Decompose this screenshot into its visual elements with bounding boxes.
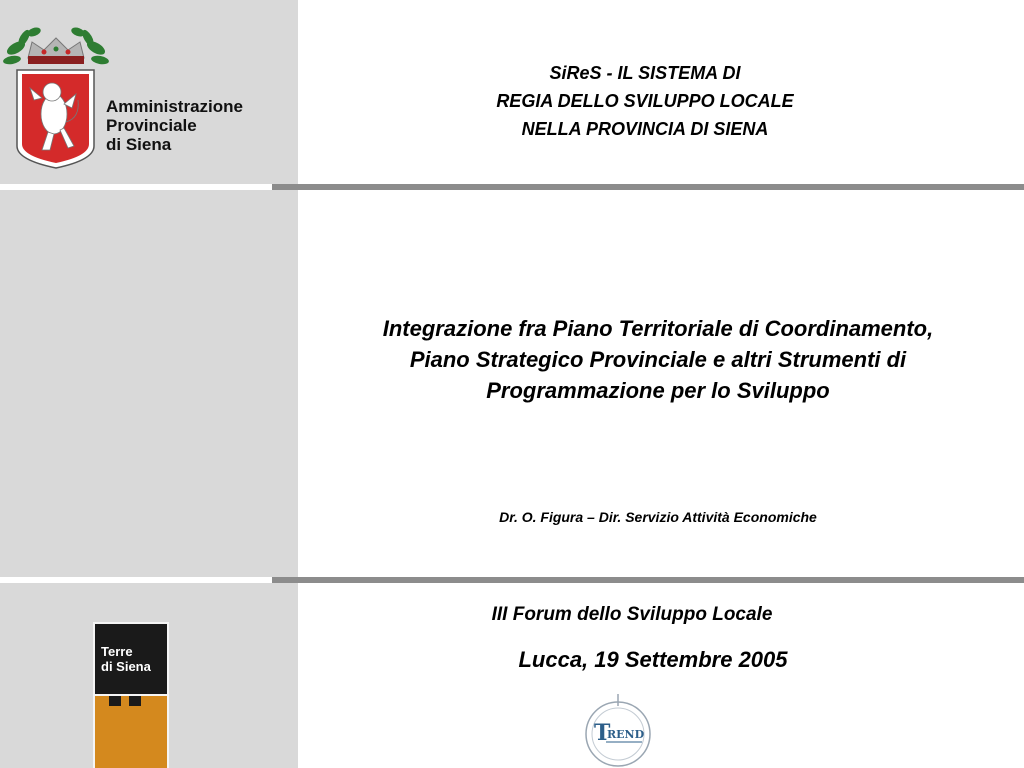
presentation-title-line-3: Programmazione per lo Sviluppo — [486, 378, 830, 403]
terre-di-siena-logo — [93, 622, 169, 768]
header-title-line-1: SiReS - IL SISTEMA DI — [549, 63, 741, 83]
header-title-line-3: NELLA PROVINCIA DI SIENA — [521, 119, 769, 139]
header-rule — [272, 184, 1024, 190]
terre-di-siena-logo-bottom — [93, 696, 169, 768]
left-panel-divider-top — [0, 184, 272, 190]
terre-di-siena-logo-text — [101, 644, 151, 674]
organization-name-line-2: Provinciale — [106, 116, 197, 135]
presentation-title — [298, 313, 1018, 406]
province-crest-icon — [2, 18, 110, 170]
presentation-title-line-2: Piano Strategico Provinciale e altri Strumenti di — [409, 347, 907, 372]
left-panel-divider-bottom — [0, 577, 272, 583]
tower-merlon-icon — [109, 696, 121, 706]
author-line: Dr. O. Figura – Dir. Servizio Attività Economiche — [499, 509, 817, 525]
place-date: Lucca, 19 Settembre 2005 — [518, 647, 788, 672]
footer-rule — [272, 577, 1024, 583]
svg-text:T: T — [594, 720, 611, 746]
forum-name: III Forum dello Sviluppo Locale — [491, 604, 773, 625]
terre-di-siena-logo-line-2: di Siena — [101, 659, 151, 674]
trend-logo-icon — [570, 694, 666, 768]
terre-di-siena-logo-line-1: Terre — [101, 644, 133, 659]
svg-text:REND: REND — [607, 728, 645, 741]
header-title-line-2: REGIA DELLO SVILUPPO LOCALE — [496, 91, 794, 111]
organization-name — [106, 97, 243, 154]
tower-merlon-icon — [129, 696, 141, 706]
header-title — [298, 59, 992, 143]
presentation-title-line-1: Integrazione fra Piano Territoriale di Coordinamento, — [382, 316, 934, 341]
organization-name-line-1: Amministrazione — [106, 97, 243, 116]
organization-name-line-3: di Siena — [106, 135, 172, 154]
